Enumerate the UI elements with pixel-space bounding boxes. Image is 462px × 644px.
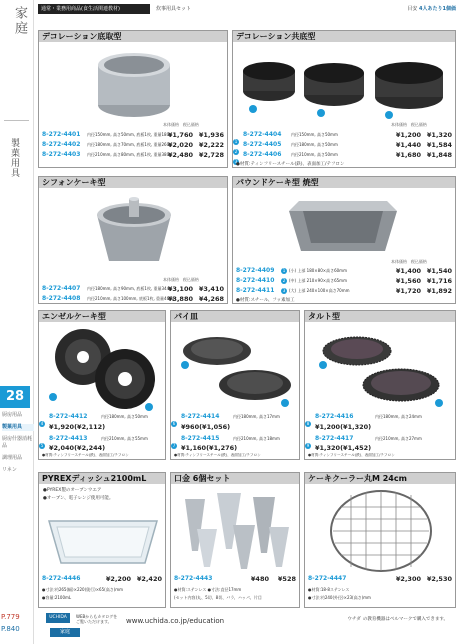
product-price: ¥2,300 (395, 575, 421, 583)
product-spec: (小) 上部 180×80×高さ60mm (289, 268, 347, 273)
product-code: 8-272-4417 (315, 435, 354, 442)
spec-note: ●寸法:約265(幅)×220(奥行)×65(高さ)mm (42, 587, 124, 592)
product-image-tart-pans (315, 327, 447, 411)
product-code: 8-272-4407 (42, 285, 81, 292)
section-pyrex (38, 472, 166, 608)
header-tag: 通常・業務用商品(食生活関連教材) (38, 4, 150, 14)
product-image-nozzles (177, 489, 295, 571)
footer-message: WEBからもカタログを ご覧いただけます。 (76, 614, 118, 625)
product-code: 8-272-4408 (42, 295, 81, 302)
product-price: ¥1,320(¥1,452) (315, 444, 372, 452)
product-code: 8-272-4406 (243, 151, 282, 158)
product-row[interactable] (233, 148, 455, 164)
sidebar-item[interactable]: 調理用品 (2, 455, 23, 461)
material-note: ●材質:ティンフリースチール(鉄)、表面加工/テフロン (42, 453, 129, 457)
product-code: 8-272-4412 (49, 413, 88, 420)
product-code: 8-272-4413 (49, 435, 88, 442)
section-title: シフォンケーキ型 (39, 177, 227, 188)
product-image-angel-pans (43, 325, 163, 411)
page-number-badge: 28 (0, 386, 30, 408)
header-section-label: 炊事用具セット (156, 6, 192, 12)
product-spec: (中) 上部 210×90×高さ65mm (289, 278, 347, 283)
product-image-pyrex-dish (45, 509, 161, 571)
product-code: 8-272-4443 (174, 575, 213, 582)
product-image-ring-pan (94, 47, 174, 119)
product-code: 8-272-4410 (236, 277, 275, 284)
product-row[interactable] (171, 575, 299, 583)
product-row[interactable] (233, 267, 455, 275)
product-code: 8-272-4403 (42, 151, 81, 158)
product-price: ¥3,410 (198, 285, 224, 293)
product-image-chiffon-pan (89, 195, 179, 271)
section-decoration-fixed (232, 30, 456, 168)
product-price: ¥1,760 (167, 131, 193, 139)
item-number-badge: 7 (172, 442, 176, 448)
section-chiffon (38, 176, 228, 304)
item-number-badge: 5 (40, 442, 44, 448)
product-row[interactable] (39, 413, 165, 426)
product-row[interactable] (39, 295, 227, 303)
product-spec: 内径210mm, 高さ18mm (233, 436, 280, 441)
material-note: ●材質:ティンフリースチール(鉄)、表面加工/テフロン (174, 453, 261, 457)
product-image-cake-cooler (327, 487, 435, 573)
product-row[interactable] (305, 413, 455, 426)
material-note: ●材質:ティンフリースチール(鉄)、表面加工/テフロン (236, 162, 345, 167)
product-price: ¥2,530 (426, 575, 452, 583)
section-cake-cooler (304, 472, 456, 608)
product-spec: 内径180mm, 高さ50mm (291, 142, 338, 147)
product-code: 8-272-4401 (42, 131, 81, 138)
product-price: ¥1,160(¥1,276) (181, 444, 238, 452)
product-spec: 内径180mm, 高さ50mm (101, 414, 148, 419)
product-price: ¥2,420 (136, 575, 162, 583)
product-code: 8-272-4411 (236, 287, 275, 294)
section-title: パウンドケーキ型 焼型 (233, 177, 455, 188)
product-code: 8-272-4415 (181, 435, 220, 442)
product-spec: 内径180mm, 高さ90mm, 底板1枚, 重量344g (87, 286, 172, 291)
product-spec: 内径180mm, 高さ17mm (233, 414, 280, 419)
product-spec: 内径210mm, 高さ55mm (101, 436, 148, 441)
product-price: ¥3,880 (167, 295, 193, 303)
item-number-badge: 9 (306, 442, 310, 448)
header-right-label: 目安 4人あたり1個価 (407, 6, 456, 12)
product-spec: 内径180mm, 高さ70mm, 底板1枚, 重量260g (87, 142, 172, 147)
product-price: ¥1,892 (426, 287, 452, 295)
product-spec: 内径210mm, 高さ50mm (291, 152, 338, 157)
product-price: ¥1,584 (426, 141, 452, 149)
product-price: ¥528 (277, 575, 296, 583)
product-price: ¥1,320 (426, 131, 452, 139)
product-spec: 内径210mm, 高さ80mm, 底板1枚, 重量380g (87, 152, 172, 157)
product-code: 8-272-4409 (236, 267, 275, 274)
product-price: ¥2,728 (198, 151, 224, 159)
section-title: デコレーション底取型 (39, 31, 227, 42)
footer-page-tab: 家庭 (50, 628, 80, 637)
footer-url-link[interactable]: www.uchida.co.jp/education (126, 617, 225, 625)
product-price: ¥1,920(¥2,112) (49, 423, 106, 431)
product-row[interactable] (39, 285, 227, 293)
section-title: タルト型 (305, 311, 455, 322)
product-row[interactable] (39, 151, 227, 159)
product-code: 8-272-4447 (308, 575, 347, 582)
section-title: PYREXディッシュ2100mL (39, 473, 165, 484)
product-price: ¥960(¥1,056) (181, 423, 231, 431)
page-ref-2: P.840 (1, 625, 20, 633)
price-col-headers: 本体価格 税込価格 (163, 122, 199, 127)
section-angel-cake (38, 310, 166, 460)
top-header (38, 4, 456, 14)
product-price: ¥2,040(¥2,244) (49, 444, 106, 452)
item-number-badge: 2 (234, 148, 238, 154)
sidebar-item[interactable]: リネン (2, 467, 17, 473)
spec-note: ●材質:18-8ステンレス (308, 587, 350, 592)
product-row[interactable] (233, 131, 455, 144)
spec-note: ●材質:ステンレス ●寸法:直径17mm (174, 587, 242, 592)
product-row[interactable] (39, 131, 227, 139)
price-col-headers: 本体価格 税込価格 (391, 259, 427, 264)
spec-note: (セット内容)丸、5切、8切、バラ、ハッパ、片目 (174, 595, 262, 600)
sidebar-subcategory: 製菓用具 (9, 138, 19, 178)
product-row[interactable] (39, 575, 165, 583)
footer-brand-box: UCHIDA (46, 613, 70, 623)
product-row[interactable] (233, 138, 455, 154)
section-nozzles (170, 472, 300, 608)
product-spec: (大) 上部 240×100×高さ70mm (289, 288, 350, 293)
product-price: ¥1,400 (395, 267, 421, 275)
product-price: ¥1,440 (395, 141, 421, 149)
spec-note: ●容量:2100mL (42, 595, 72, 600)
material-note: ●材質:ティンフリースチール(鉄)、表面加工/テフロン (308, 453, 395, 457)
product-price: ¥1,680 (395, 151, 421, 159)
product-image-round-pans (239, 49, 451, 119)
product-code: 8-272-4404 (243, 131, 282, 138)
product-price: ¥1,200(¥1,320) (315, 423, 372, 431)
sidebar-divider (4, 120, 29, 121)
product-price: ¥2,020 (167, 141, 193, 149)
feature-bullet: ●オーブン、電子レンジ使用可能。 (43, 496, 114, 501)
product-price: ¥1,560 (395, 277, 421, 285)
item-number-badge: 1 (282, 268, 286, 273)
product-image-pie-dishes (177, 327, 295, 411)
item-number-badge: 3 (234, 158, 238, 164)
product-row[interactable] (171, 413, 299, 426)
item-number-badge: 2 (282, 278, 286, 283)
feature-bullet: ●PYREX製のオーブンウエア (43, 488, 102, 493)
product-code: 8-272-4414 (181, 413, 220, 420)
product-price: ¥2,222 (198, 141, 224, 149)
price-col-headers: 本体価格 税込価格 (163, 277, 199, 282)
item-number-badge: 4 (40, 420, 44, 426)
product-price: ¥1,200 (395, 131, 421, 139)
section-title: エンゼルケーキ型 (39, 311, 165, 322)
product-row[interactable] (39, 141, 227, 149)
product-spec: 内径150mm, 高さ50mm (291, 132, 338, 137)
product-code: 8-272-4402 (42, 141, 81, 148)
page-footer (38, 612, 456, 640)
product-price: ¥1,720 (395, 287, 421, 295)
section-title: パイ皿 (171, 311, 299, 322)
sidebar (0, 0, 34, 644)
sidebar-category: 家庭 (12, 6, 27, 36)
product-code: 8-272-4416 (315, 413, 354, 420)
product-price: ¥480 (250, 575, 269, 583)
sidebar-item[interactable]: 厨房什器消耗品 (2, 436, 33, 449)
product-code: 8-272-4405 (243, 141, 282, 148)
section-tart (304, 310, 456, 460)
sidebar-menu (2, 412, 34, 479)
sidebar-item[interactable]: 厨房用品 (2, 412, 23, 418)
page-ref-1: P.779 (1, 613, 20, 621)
product-price: ¥2,200 (105, 575, 131, 583)
spec-note: ●寸法:約240(外径)×23(高さ)mm (308, 595, 371, 600)
product-spec: 内径210mm, 高さ100mm, 底板1枚, 重量460g (87, 296, 175, 301)
material-note: ●材質:スチール、フッ素加工 (236, 298, 295, 303)
product-spec: 内径180mm, 高さ24mm (375, 414, 422, 419)
product-row[interactable] (233, 287, 455, 295)
section-title: デコレーション共底型 (233, 31, 455, 42)
product-price: ¥1,848 (426, 151, 452, 159)
sidebar-item-active[interactable]: 製菓用具 (2, 424, 34, 431)
product-row[interactable] (233, 277, 455, 285)
section-pie-dish (170, 310, 300, 460)
product-price: ¥3,100 (167, 285, 193, 293)
item-number-badge: 8 (306, 420, 310, 426)
product-price: ¥1,540 (426, 267, 452, 275)
item-number-badge: 3 (282, 288, 286, 293)
product-price: ¥1,716 (426, 277, 452, 285)
product-row[interactable] (305, 575, 455, 583)
item-number-badge: 1 (234, 138, 238, 144)
product-spec: 内径210mm, 高さ27mm (375, 436, 422, 441)
product-image-loaf-pan (283, 193, 403, 263)
price-col-headers: 本体価格 税込価格 (391, 122, 427, 127)
item-number-badge: 6 (172, 420, 176, 426)
product-price: ¥4,268 (198, 295, 224, 303)
footer-bellmark: ウチダ の教育機器はベルマークで購入できます。 (347, 617, 448, 622)
section-decoration-removable (38, 30, 228, 168)
product-code: 8-272-4446 (42, 575, 81, 582)
section-title: 口金 6個セット (171, 473, 299, 484)
product-price: ¥2,480 (167, 151, 193, 159)
product-price: ¥1,936 (198, 131, 224, 139)
section-pound-cake (232, 176, 456, 304)
section-title: ケーキクーラー丸M 24cm (305, 473, 455, 484)
product-spec: 内径150mm, 高さ50mm, 底板1枚, 重量180g (87, 132, 172, 137)
